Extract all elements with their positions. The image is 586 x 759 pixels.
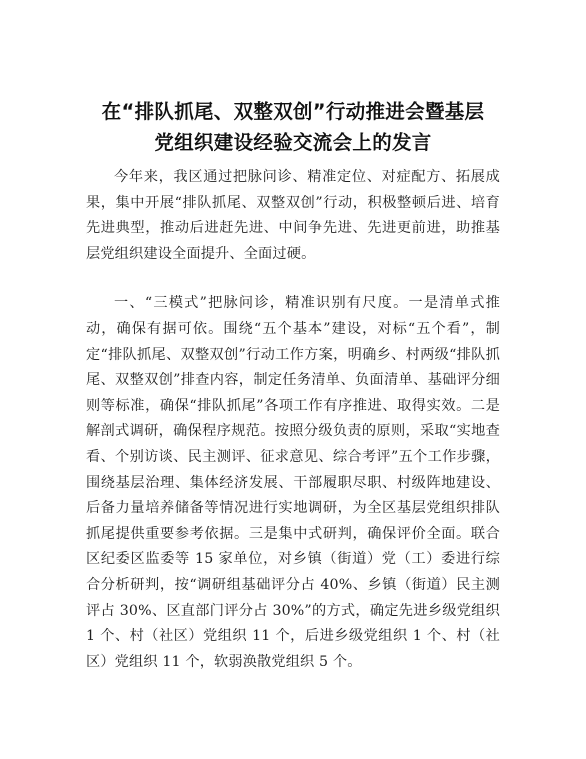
document-body — [86, 165, 500, 675]
intro-paragraph: 今年来，我区通过把脉问诊、精准定位、对症配方、拓展成果，集中开展“排队抓尾、双整双创”行动，积极整顿后进、培育先进典型，推动后进赶先进、中间争先进、先进更前进，助推基层党组织建设全面提升、全面过硬。 — [86, 169, 500, 262]
document-title-line-1: 在“排队抓尾、双整双创”行动推进会暨基层 — [101, 100, 485, 123]
section-one-paragraph: 一、“三模式”把脉问诊，精准识别有尺度。一是清单式推动，确保有据可依。围绕“五个基本”建设，对标“五个看”，制定“排队抓尾、双整双创”行动工作方案，明确乡、村两级“排队抓尾、双整双创”排查内容，制定任务清单、负面清单、基础评分细则等标准，确保“排队抓尾”各项工作有序推进、取得实效。二是解剖式调研，确保程序规范。按照分级负责的原则，采取“实地查看、个别访谈、民主测评、征求意见、综合考评”五个工作步骤，围绕基层治理、集体经济发展、干部履职尽职、村级阵地建设、后备力量培养储备等情况进行实地调研，为全区基层党组织排队抓尾提供重要参考依据。三是集中式研判，确保评价全面。联合区纪委区监委等 15 家单位，对乡镇（街道）党（工）委进行综合分析研判，按“调研组基础评分占 40%、乡镇（街道）民主测评占 30%、区直部门评分占 30%”的方式，确定先进乡级党组织 1 个、村（社区）党组织 11 个，后进乡级党组织 1 个、村（社区）党组织 11 个，软弱涣散党组织 5 个。 — [86, 295, 500, 670]
document-title-line-2: 党组织建设经验交流会上的发言 — [154, 131, 432, 154]
